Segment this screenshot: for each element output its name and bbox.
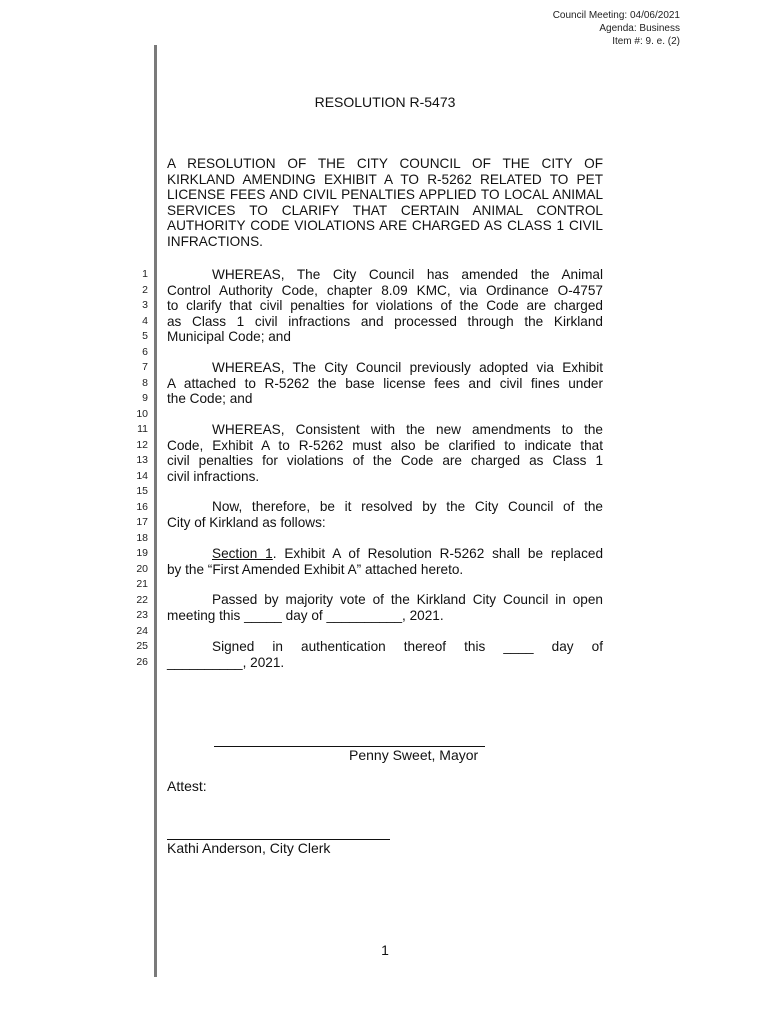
page-number: 1 — [381, 942, 389, 958]
line-number: 16 — [136, 500, 148, 513]
whereas-paragraph-3 — [167, 422, 603, 484]
line-number: 19 — [136, 547, 148, 559]
preamble-line: KIRKLAND AMENDING EXHIBIT A TO R-5262 RELATED TO PET — [167, 171, 603, 187]
preamble-line: LICENSE FEES AND CIVIL PENALTIES APPLIED TO LOCAL ANIMAL — [167, 187, 603, 202]
line-number: 4 — [142, 314, 148, 327]
line-number: 11 — [137, 423, 148, 435]
whereas-paragraph-2 — [167, 360, 603, 407]
preamble-line: A RESOLUTION OF THE CITY COUNCIL OF THE CITY OF — [167, 156, 603, 171]
preamble-line: AUTHORITY CODE VIOLATIONS ARE CHARGED AS CLASS 1 CIVIL — [167, 218, 603, 233]
text-line: as Class 1 civil infractions and processed through the Kirkland — [167, 313, 603, 329]
line-number: 12 — [136, 438, 148, 451]
line-number: 26 — [136, 655, 148, 668]
text-line: City of Kirkland as follows: — [167, 514, 326, 530]
resolution-title: RESOLUTION R-5473 — [314, 94, 456, 110]
document-header — [553, 9, 680, 48]
passed-paragraph — [167, 592, 603, 623]
item-number: Item #: 9. e. (2) — [612, 36, 680, 47]
line-number: 2 — [142, 283, 148, 296]
line-number: 3 — [142, 299, 148, 311]
resolution-preamble — [167, 156, 603, 249]
text-line: WHEREAS, Consistent with the new amendments to the — [212, 422, 603, 437]
text-line: A attached to R-5262 the base license fees and civil fines under — [167, 375, 603, 391]
line-number: 18 — [136, 531, 148, 544]
text-line: WHEREAS, The City Council has amended the Animal — [212, 267, 603, 282]
preamble-line: INFRACTIONS. — [167, 233, 263, 249]
whereas-paragraph-1 — [167, 267, 603, 345]
text-line: Code, Exhibit A to R-5262 must also be clarified to indicate that — [167, 437, 603, 453]
section-1-heading: Section 1 — [212, 546, 273, 561]
text-line: the Code; and — [167, 391, 253, 406]
text-line: WHEREAS, The City Council previously adopted via Exhibit — [212, 360, 603, 375]
text-line: Municipal Code; and — [167, 329, 291, 344]
section-1-text: . Exhibit A of Resolution R-5262 shall be replaced — [272, 546, 603, 561]
agenda-label: Agenda: Business — [599, 23, 680, 34]
line-number: 15 — [136, 485, 148, 497]
line-number: 1 — [142, 268, 148, 280]
line-number: 23 — [136, 609, 148, 621]
line-number: 7 — [142, 361, 148, 373]
mayor-name: Penny Sweet, Mayor — [349, 747, 479, 763]
line-number: 6 — [142, 345, 148, 358]
line-number: 25 — [136, 640, 148, 652]
text-line: civil penalties for violations of the Code are charged as Class 1 — [167, 453, 603, 468]
line-number: 21 — [136, 578, 148, 590]
line-number: 24 — [136, 624, 148, 637]
line-numbers — [120, 267, 148, 670]
resolved-paragraph — [167, 499, 603, 530]
attest-label: Attest: — [167, 778, 207, 794]
section-1-paragraph — [167, 546, 603, 577]
text-line: meeting this _____ day of __________, 2021. — [167, 607, 444, 623]
text-line: Passed by majority vote of the Kirkland City Council in open — [212, 592, 603, 607]
text-line — [167, 546, 603, 562]
line-number: 22 — [136, 593, 148, 606]
clerk-name: Kathi Anderson, City Clerk — [167, 840, 331, 856]
left-margin-rule — [154, 45, 157, 977]
text-line: civil infractions. — [167, 468, 260, 484]
line-number: 17 — [136, 516, 148, 528]
line-number: 20 — [136, 562, 148, 575]
text-line: Control Authority Code, chapter 8.09 KMC, via Ordinance O-4757 — [167, 282, 603, 298]
preamble-line: SERVICES TO CLARIFY THAT CERTAIN ANIMAL CONTROL — [167, 202, 603, 218]
line-number: 8 — [142, 376, 148, 389]
signed-paragraph — [167, 639, 603, 670]
line-number: 10 — [136, 407, 148, 420]
meeting-date: Council Meeting: 04/06/2021 — [552, 10, 680, 21]
line-number: 14 — [136, 469, 148, 482]
text-line: Now, therefore, be it resolved by the City Council of the — [212, 499, 603, 514]
line-number: 13 — [136, 454, 148, 466]
text-line: __________, 2021. — [167, 654, 285, 670]
text-line: Signed in authentication thereof this ____ day of — [212, 639, 603, 654]
text-line: to clarify that civil penalties for violations of the Code are charged — [167, 298, 603, 313]
text-line: by the “First Amended Exhibit A” attached hereto. — [167, 561, 464, 577]
line-number: 5 — [142, 330, 148, 342]
line-number: 9 — [142, 392, 148, 404]
